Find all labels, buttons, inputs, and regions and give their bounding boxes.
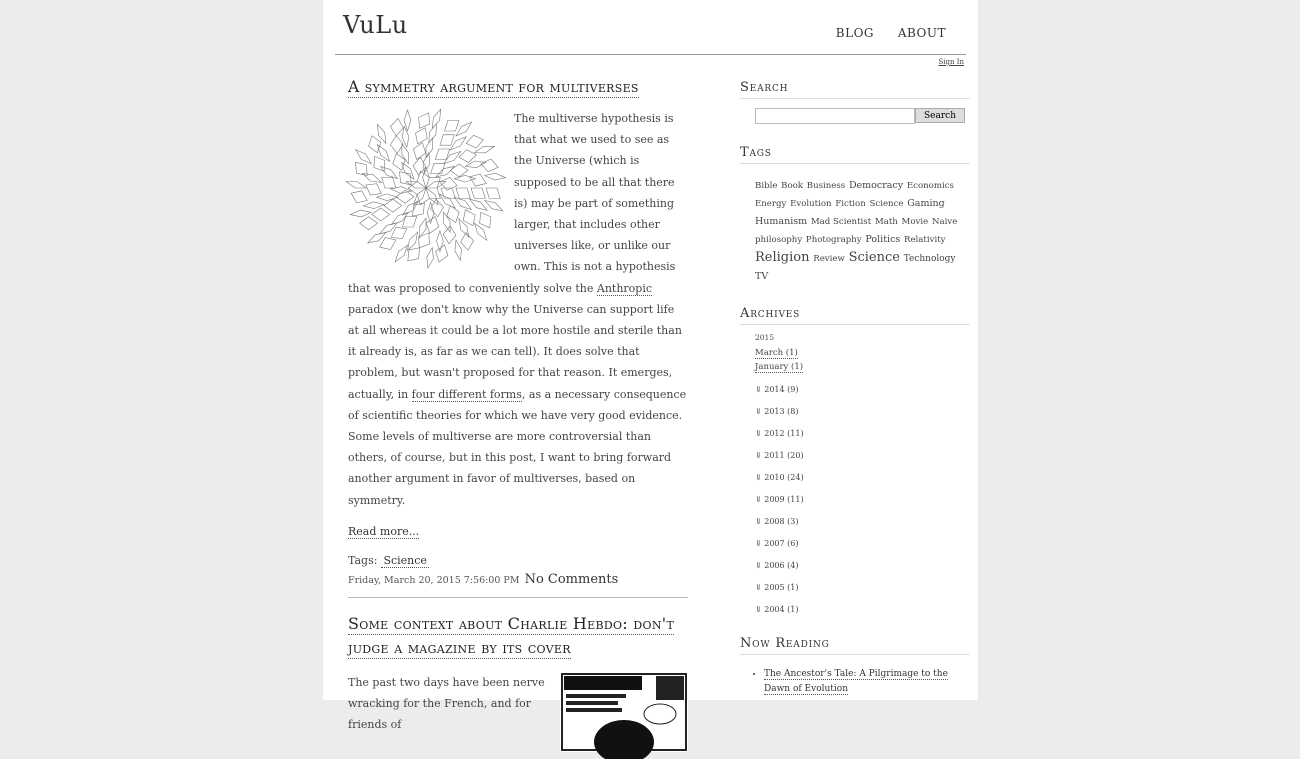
post-date: Friday, March 20, 2015 7:56:00 PM	[348, 574, 520, 586]
tag-cloud-item[interactable]: Naive	[931, 217, 958, 227]
read-more	[348, 525, 688, 538]
now-reading-list	[754, 667, 970, 697]
sidebar	[740, 80, 970, 697]
archive-year[interactable]: ⇓ 2005 (1)	[755, 583, 799, 592]
sign-in-link[interactable]: Sign In	[938, 58, 964, 66]
archive-year-current[interactable]: 2015	[755, 333, 775, 342]
main-content	[348, 78, 688, 758]
post-body: The past two days have been nerve wracking for the French, and for friends of	[348, 672, 688, 736]
tag-cloud-item[interactable]: Science	[869, 199, 904, 209]
archives-list	[755, 333, 970, 614]
tag-cloud-item[interactable]: Photography	[805, 235, 862, 245]
anthropic-link[interactable]: Anthropic	[596, 281, 653, 295]
post	[348, 78, 688, 587]
tag-cloud-item[interactable]: Movie	[901, 217, 929, 227]
archive-year[interactable]: ⇓ 2004 (1)	[755, 605, 799, 614]
charlie-hebdo-cover-image	[560, 672, 688, 752]
tag-cloud-item[interactable]: Evolution	[790, 199, 832, 209]
archive-year[interactable]: ⇓ 2014 (9)	[755, 385, 799, 394]
tag-cloud-item[interactable]: Math	[874, 217, 898, 227]
comments-link[interactable]: No Comments	[524, 571, 619, 587]
tag-cloud-item[interactable]: Politics	[865, 234, 901, 245]
tags-heading: Tags	[740, 145, 970, 164]
nav-blog[interactable]: BLOG	[835, 26, 874, 40]
site-logo[interactable]: VuLu	[343, 11, 408, 39]
nav-about[interactable]: ABOUT	[897, 26, 946, 40]
penrose-tiling-image	[350, 108, 502, 268]
page	[323, 0, 978, 732]
four-different-forms-link[interactable]: four different forms	[411, 387, 522, 401]
tag-cloud-item[interactable]: Review	[813, 254, 845, 264]
post-title[interactable]: A symmetry argument for multiverses	[348, 78, 639, 96]
tag-cloud-item[interactable]: Economics	[906, 181, 954, 191]
post-divider	[348, 597, 688, 598]
tag-cloud-item[interactable]: Science	[848, 250, 900, 265]
archive-year[interactable]: ⇓ 2012 (11)	[755, 429, 804, 438]
archive-month[interactable]: January (1)	[755, 362, 804, 372]
read-more-link[interactable]: Read more...	[348, 524, 420, 538]
tag-cloud-item[interactable]: Gaming	[907, 198, 945, 209]
tag-cloud-item[interactable]: Humanism	[755, 216, 808, 227]
tag-science-link[interactable]: Science	[383, 553, 427, 567]
tag-cloud-item[interactable]: Book	[781, 181, 804, 191]
post-body: The multiverse hypothesis is that what we used to see as the Universe (which is supposed to be all that there is) may be part of something larger, that includes other universes like, or unlike our own. This is not a hypothesis that was proposed to conveniently solve the Anthropic paradox (we don't know why the Universe can support life at all whereas it could be a lot more hostile and sterile than it already is, as far as we can tell). It does solve that problem, but wasn't proposed for that reason. It emerges, actually, in four different forms, as a necessary consequence of scientific theories for which we have very good evidence. Some levels of multiverse are more controversial than others, of course, but in this post, I want to bring forward another argument in favor of multiverses, based on symmetry.	[348, 108, 688, 511]
list-item[interactable]: • The Ancestor's Tale: A Pilgrimage to the Dawn of Evolution	[764, 667, 970, 697]
archives-heading: Archives	[740, 306, 970, 325]
post-title[interactable]: Some context about Charlie Hebdo: don't judge a magazine by its cover	[348, 613, 675, 657]
archive-month[interactable]: March (1)	[755, 348, 798, 358]
tag-cloud-item[interactable]: philosophy	[755, 235, 803, 245]
tag-cloud-item[interactable]: Democracy	[848, 180, 904, 191]
main-nav	[816, 26, 946, 40]
tag-cloud-item[interactable]: Religion	[755, 250, 810, 265]
post-tags: Tags: Science	[348, 553, 427, 567]
tag-cloud-item[interactable]: Energy	[755, 199, 787, 209]
tag-cloud-item[interactable]: Bible	[755, 181, 778, 191]
archive-year[interactable]: ⇓ 2009 (11)	[755, 495, 804, 504]
tag-cloud-item[interactable]: Relativity	[904, 235, 946, 245]
post	[348, 612, 688, 736]
tag-cloud-item[interactable]: Technology	[903, 254, 956, 264]
archive-year[interactable]: ⇓ 2013 (8)	[755, 407, 799, 416]
archive-year[interactable]: ⇓ 2010 (24)	[755, 473, 804, 482]
archive-year[interactable]: ⇓ 2011 (20)	[755, 451, 804, 460]
archive-year[interactable]: ⇓ 2006 (4)	[755, 561, 799, 570]
archive-year[interactable]: ⇓ 2008 (3)	[755, 517, 799, 526]
search-button[interactable]: Search	[915, 108, 965, 123]
site-header	[335, 0, 966, 55]
search-form	[755, 105, 970, 125]
post-meta	[348, 572, 688, 587]
tag-cloud-item[interactable]: Mad Scientist	[810, 217, 872, 227]
tag-cloud-item[interactable]: TV	[755, 271, 769, 282]
search-input[interactable]	[755, 108, 915, 124]
now-reading-heading: Now Reading	[740, 636, 970, 655]
archive-year[interactable]: ⇓ 2007 (6)	[755, 539, 799, 548]
search-heading: Search	[740, 80, 970, 99]
tag-cloud	[755, 177, 970, 286]
tag-cloud-item[interactable]: Business	[806, 181, 846, 191]
tag-cloud-item[interactable]: Fiction	[835, 199, 866, 209]
